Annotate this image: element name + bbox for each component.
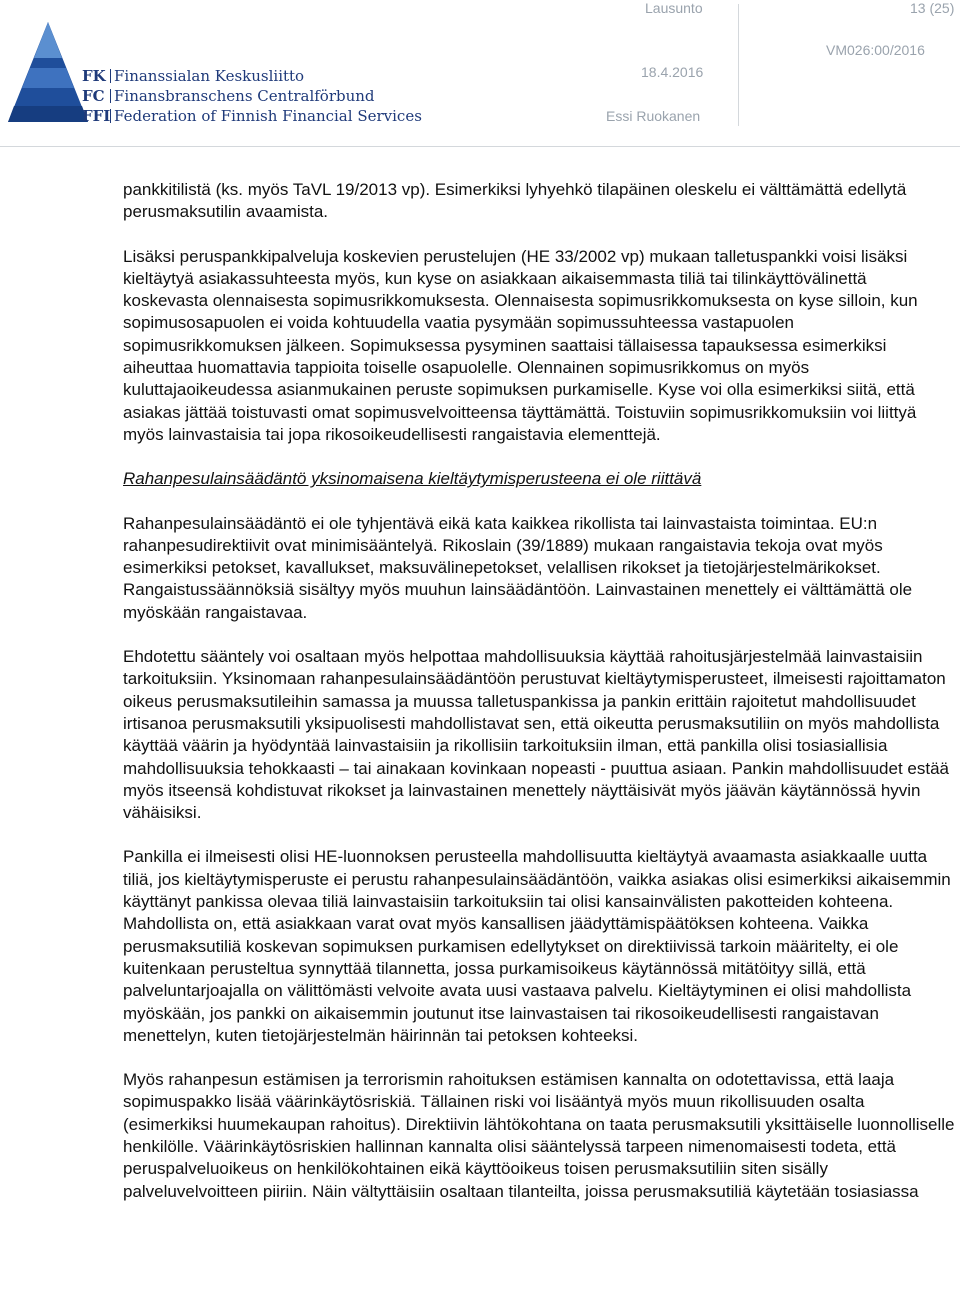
org-line-fc: FC Finansbranschens Centralförbund — [82, 87, 375, 105]
page-number: 13 (25) — [910, 0, 955, 16]
section-heading: Rahanpesulainsäädäntö yksinomaisena kieltäytymisperusteena ei ole riittävä — [123, 469, 702, 489]
paragraph: pankkitilistä (ks. myös TaVL 19/2013 vp). Esimerkiksi lyhyehkö tilapäinen oleskelu ei välttämättä edellytä perusmaksutilin avaamista. — [123, 180, 907, 222]
paragraph: Ehdotettu sääntely voi osaltaan myös helpottaa mahdollisuuksia käyttää rahoitusjärjestelmää lainvastaisiin tarkoituksiin. Yksinomaan rahanpesulainsäädäntöön perustuvat kieltäytymisperusteet, ilmeisesti rajoittamaton oikeus perusmaksutileihin samassa ja muussa talletuspankissa ja pankin erittäin rajoitetut mahdollisuudet irtisanoa perusmaksutili yksipuolisesti mahdollistavat sen, että oikeutta perusmaksutiliin on myös mahdollista käyttää väärin ja hyödyntää lainvastaisiin ja rikollisiin tarkoituksiin ilman, että pankilla olisi tosiasiallisia mahdollisuuksia tehokkaasti – tai ainakaan kovinkaan nopeasti - puuttua asiaan. Pankin mahdollisuudet estää myös itseensä kohdistuvat rikokset ja lainvastainen menettely näyttäisivät myös jäävän käytännössä hyvin vähäisiksi. — [123, 647, 949, 823]
document-body — [123, 179, 955, 1225]
paragraph: Rahanpesulainsäädäntö ei ole tyhjentävä eikä kata kaikkea rikollista tai lainvastaista toimintaa. EU:n rahanpesudirektiivit ovat minimisääntelyä. Rikoslain (39/1889) mukaan rangaistavia tekoja ovat myös esimerkiksi petokset, kavallukset, maksuvälinepetokset, velallisen rikokset ja tietojärjestelmärikokset. Rangaistussäännöksiä sisältyy myös muuhun lainsäädäntöön. Lainvastainen menettely ei välttämättä ole myöskään rangaistavaa. — [123, 513, 913, 622]
header-rule — [0, 146, 960, 147]
header-divider — [738, 4, 739, 126]
document-type: Lausunto — [645, 0, 703, 16]
organization-names — [82, 66, 422, 126]
document-date: 18.4.2016 — [641, 64, 704, 80]
paragraph: Lisäksi peruspankkipalveluja koskevien perustelujen (HE 33/2002 vp) mukaan talletuspankki voisi lisäksi kieltäytyä asiakassuhteesta myös, kun kyse on asiakkaan aikaisemmasta tiliä tai tilinkäyttövälinettä koskevasta olennaisesta sopimusrikkomuksesta. Olennaisesta sopimusrikkomuksesta on kyse silloin, kun sopimusosapuolen ei voida kohtuudella vaatia pysymään sopimussuhteessa vastapuolen sopimusrikkomuksen jälkeen. Sopimuksessa pysyminen saattaisi tällaisessa tapauksessa esimerkiksi aiheuttaa huomattavia tappioita toiselle osapuolelle. Olennainen sopimusrikkomus on myös kuluttajaoikeudessa asianmukainen peruste sopimuksen purkamiselle. Kyse voi olla esimerkiksi siitä, että asiakas jättää toistuvasti omat sopimusvelvoitteensa täyttämättä. Toistuviin sopimusrikkomuksiin voi liittyä myös lainvastaisia tai jopa rikosoikeudellisesti rangaistavia elementtejä. — [123, 246, 918, 444]
page-header — [0, 0, 960, 148]
author: Essi Ruokanen — [606, 108, 701, 124]
paragraph: Myös rahanpesun estämisen ja terrorismin rahoituksen estämisen kannalta on odotettavissa, että laaja sopimuspakko lisää väärinkäytösriskiä. Tällainen riski voi lisääntyä myös muun rikollisuuden osalta (esimerkiksi huumekaupan rahoitus). Direktiivin lähtökohtana on taata perusmaksutili yksittäiselle luonnolliselle henkilölle. Väärinkäytösriskien hallinnan kannalta olisi sääntelyssä tarpeen nimenomaisesti todeta, että peruspalveluoikeus on henkilökohtainen eikä käyttöoikeus toisen perusmaksutiliin siten sisälly palveluvelvoitteen piiriin. Näin vältyttäisiin osaltaan tilanteilta, joissa perusmaksutiliä käytetään tosiasiassa — [123, 1070, 955, 1201]
org-line-fk: FK Finanssialan Keskusliitto — [82, 67, 305, 85]
paragraph: Pankilla ei ilmeisesti olisi HE-luonnoksen perusteella mahdollisuutta kieltäytyä avaamasta asiakkaalle uutta tiliä, jos kieltäytymisperuste ei perustu rahanpesulainsäädäntöön, vaikka asiakas olisi esimerkiksi aikaisemmin käyttänyt pankissa olevaa tiliä lainvastaisiin tarkoituksiin tai olisi kansainvälisten pakotteiden kohteena. Mahdollista on, että asiakkaan varat ovat myös kansallisen jäädyttämispäätöksen kohteena. Vaikka perusmaksutiliä koskevan sopimuksen purkamisen edellytykset on direktiivissä tarkoin määritelty, ei ole kuitenkaan perusteltua synnyttää tilannetta, jossa purkamisoikeus käytännössä mitätöityy sillä, että palveluntarjoajalla on välittömästi velvoite avata uusi vastaava palvelu. Kieltäytyminen ei olisi mahdollista myöskään, jos pankki on aikaisemmin joutunut itse lainvastaisen tai rikosoikeudellisesti rangaistavan menettelyn, kuten tietojärjestelmän häirinnän tai petoksen kohteeksi. — [123, 847, 951, 1045]
org-line-ffi: FFI Federation of Finnish Financial Services — [82, 107, 422, 125]
document-id: VM026:00/2016 — [826, 42, 925, 58]
